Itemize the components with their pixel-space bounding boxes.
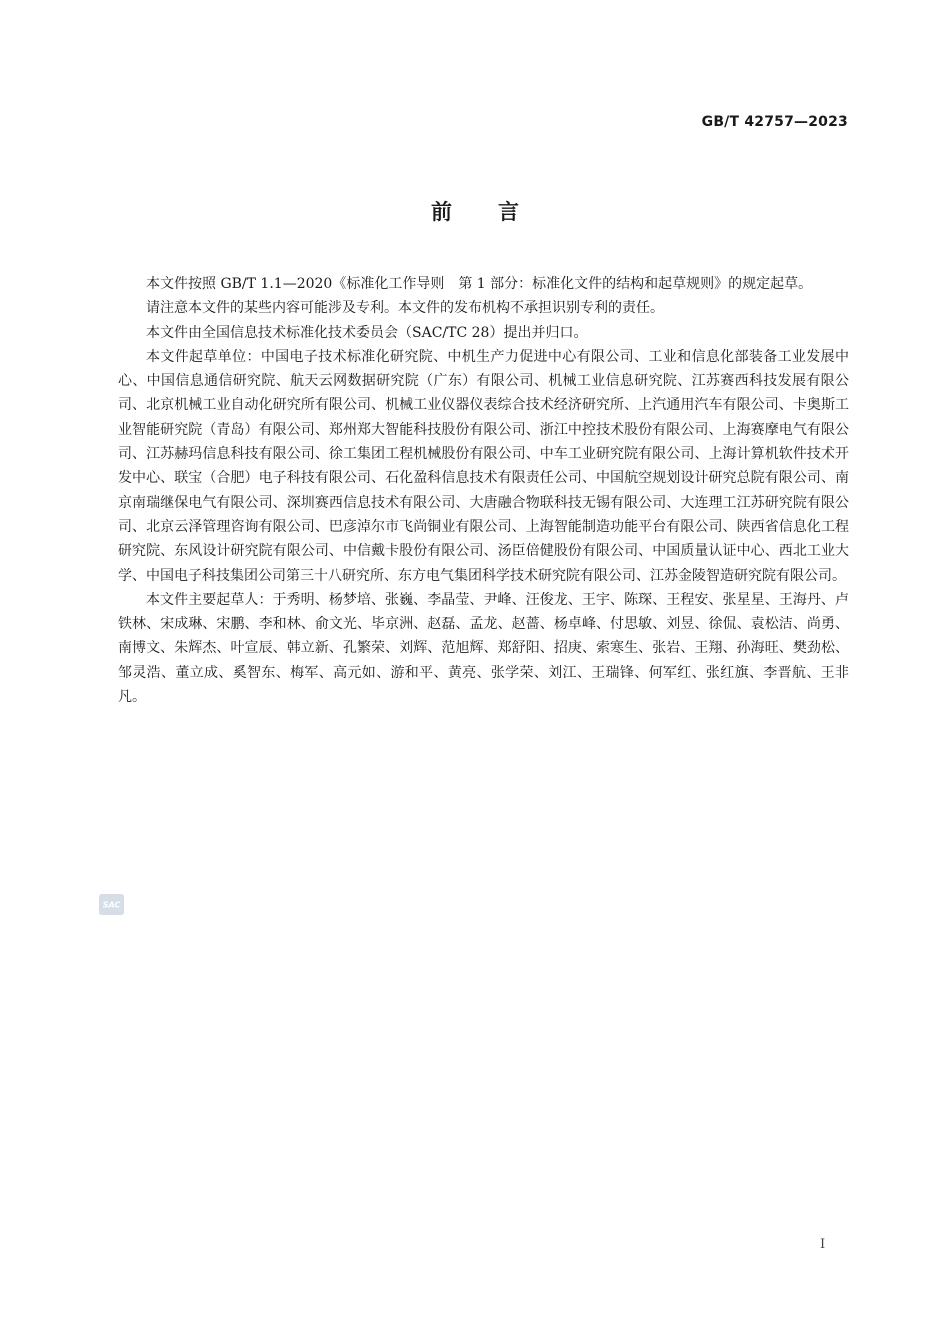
standard-number: GB/T 42757—2023 [701, 114, 848, 130]
paragraph-proposing-body: 本文件由全国信息技术标准化技术委员会（SAC/TC 28）提出并归口。 [146, 324, 588, 341]
paragraph-drafting-rules: 本文件按照 GB/T 1.1—2020《标准化工作导则 第 1 部分：标准化文件的结构和起草规则》的规定起草。 [146, 276, 813, 292]
paragraph-patent-notice: 请注意本文件的某些内容可能涉及专利。本文件的发布机构不承担识别专利的责任。 [146, 300, 664, 317]
sac-logo-icon [98, 893, 125, 916]
document-body [118, 272, 849, 709]
svg-text:SAC: SAC [102, 900, 121, 910]
paragraph-drafting-units: 本文件起草单位：中国电子技术标准化研究院、中机生产力促进中心有限公司、工业和信息化部装备工业发展中心、中国信息通信研究院、航天云网数据研究院（广东）有限公司、机械工业信息研究院、江苏赛西科技发展有限公司、北京机械工业自动化研究所有限公司、机械工业仪器仪表综合技术经济研究所、上汽通用汽车有限公司、卡奥斯工业智能研究院（青岛）有限公司、郑州郑大智能科技股份有限公司、浙江中控技术股份有限公司、上海赛摩电气有限公司、江苏赫玛信息科技有限公司、徐工集团工程机械股份有限公司、中车工业研究院有限公司、上海计算机软件技术开发中心、联宝（合肥）电子科技有限公司、石化盈科信息技术有限责任公司、中国航空规划设计研究总院有限公司、南京南瑞继保电气有限公司、深圳赛西信息技术有限公司、大唐融合物联科技无锡有限公司、大连理工江苏研究院有限公司、北京云泽管理咨询有限公司、巴彦淖尔市飞尚铜业有限公司、上海智能制造功能平台有限公司、陕西省信息化工程研究院、东风设计研究院有限公司、中信戴卡股份有限公司、汤臣倍健股份有限公司、中国质量认证中心、西北工业大学、中国电子科技集团公司第三十八研究所、东方电气集团科学技术研究院有限公司、江苏金陵智造研究院有限公司。 [118, 348, 849, 584]
page-number: I [820, 1237, 826, 1252]
sac-watermark-logo [98, 893, 125, 916]
page-title: 前言 [431, 200, 565, 224]
paragraph-drafters: 本文件主要起草人：于秀明、杨梦培、张巍、李晶莹、尹峰、汪俊龙、王宇、陈琛、王程安、张星星、王海丹、卢铁林、宋成琳、宋鹏、李和林、俞文光、毕京洲、赵磊、孟龙、赵蔷、杨卓峰、付思敏、刘昱、徐侃、袁松洁、尚勇、南博文、朱辉杰、叶宣辰、韩立新、孔繁荣、刘辉、范旭辉、郑舒阳、招庚、索寒生、张岩、王翔、孙海旺、樊劲松、邹灵浩、董立成、奚智东、梅军、高元如、游和平、黄亮、张学荣、刘江、王瑞锋、何军红、张红旗、李晋航、王非凡。 [118, 591, 849, 706]
